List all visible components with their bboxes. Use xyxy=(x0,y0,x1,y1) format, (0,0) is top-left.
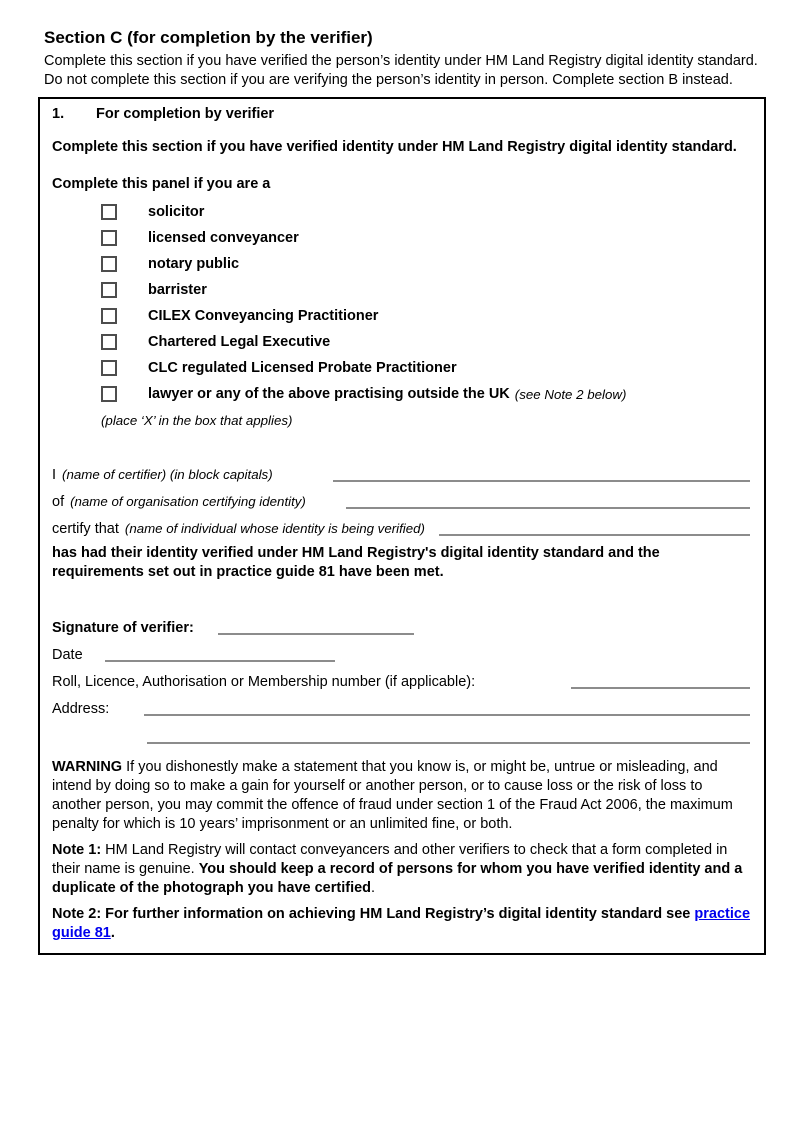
address-field-line1[interactable] xyxy=(144,699,750,716)
role-row-notary-public xyxy=(101,256,750,272)
address-field-line2[interactable] xyxy=(147,742,750,744)
certify-prefix: certify that xyxy=(52,521,119,537)
roles-prompt: Complete this panel if you are a xyxy=(52,176,271,192)
address-row xyxy=(52,699,750,719)
note-2-paragraph xyxy=(52,905,750,943)
role-label: CILEX Conveyancing Practitioner xyxy=(148,308,379,324)
note-2-period: . xyxy=(110,925,115,941)
role-label: lawyer or any of the above practising outside the UK xyxy=(148,386,510,402)
note-1-text: HM Land Registry will contact conveyancers and other verifiers to check that a form completed in their name is genuine. xyxy=(52,842,728,877)
role-label-note: (see Note 2 below) xyxy=(514,386,627,402)
checkbox-notary-public[interactable] xyxy=(101,256,117,272)
date-label: Date xyxy=(52,647,83,663)
certify-hint: (name of individual whose identity is being verified) xyxy=(124,521,425,536)
panel-number: 1. xyxy=(52,106,65,122)
signature-field[interactable] xyxy=(218,618,414,635)
section-intro xyxy=(44,52,766,90)
verifier-panel xyxy=(38,97,766,955)
signature-row xyxy=(52,618,750,638)
role-label: notary public xyxy=(148,256,240,272)
role-label: CLC regulated Licensed Probate Practitioner xyxy=(148,360,457,376)
role-row-lawyer-outside-uk xyxy=(101,386,750,402)
signature-label: Signature of verifier: xyxy=(52,620,194,636)
organisation-prefix: of xyxy=(52,494,65,510)
certification-statement: has had their identity verified under HM Land Registry's digital identity standard and the requirements set out in practice guide 81 have been met. xyxy=(52,545,660,580)
checkbox-chartered-legal-executive[interactable] xyxy=(101,334,117,350)
role-row-licensed-conveyancer xyxy=(101,230,750,246)
checkbox-lawyer-outside-uk[interactable] xyxy=(101,386,117,402)
panel-heading xyxy=(52,105,750,124)
certifier-hint: (name of certifier) (in block capitals) xyxy=(62,467,273,482)
warning-text: If you dishonestly make a statement that you know is, or might be, untrue or misleading, and intend by doing so to make a gain for yourself or another person, or to cause loss or the risk of loss to another person, you may commit the offence of fraud under section 1 of the Fraud Act 2006, the maximum penalty for which is 10 years’ imprisonment or an unlimited fine, or both. xyxy=(52,759,733,832)
address-label: Address: xyxy=(52,701,110,717)
note-1-paragraph xyxy=(52,841,750,898)
intro-paragraph-2: Do not complete this section if you are verifying the person’s identity in person. Complete section B instead. xyxy=(44,72,733,88)
checkbox-licensed-conveyancer[interactable] xyxy=(101,230,117,246)
note-1-label: Note 1: xyxy=(52,842,102,858)
certifier-name-row xyxy=(52,465,750,485)
role-row-chartered-legal-executive xyxy=(101,334,750,350)
section-header xyxy=(44,26,766,90)
panel-instruction: Complete this section if you have verified identity under HM Land Registry digital identity standard. xyxy=(52,139,737,155)
section-heading: Section C (for completion by the verifier) xyxy=(44,28,373,47)
checkbox-solicitor[interactable] xyxy=(101,204,117,220)
membership-number-label: Roll, Licence, Authorisation or Membership number (if applicable): xyxy=(52,674,476,690)
role-row-clc-probate-practitioner xyxy=(101,360,750,376)
place-x-instruction: (place ‘X’ in the box that applies) xyxy=(101,413,293,428)
individual-name-field[interactable] xyxy=(439,519,750,536)
date-row xyxy=(52,645,750,665)
role-label: barrister xyxy=(148,282,207,298)
warning-paragraph xyxy=(52,758,750,834)
certifier-name-field[interactable] xyxy=(333,465,750,482)
checkbox-cilex-practitioner[interactable] xyxy=(101,308,117,324)
organisation-name-field[interactable] xyxy=(346,492,750,509)
practice-guide-81-link[interactable]: practice guide 81 xyxy=(52,906,751,941)
date-field[interactable] xyxy=(105,645,335,662)
note-1-period: . xyxy=(371,880,376,896)
role-label: licensed conveyancer xyxy=(148,230,299,246)
checkbox-clc-probate-practitioner[interactable] xyxy=(101,360,117,376)
organisation-row xyxy=(52,492,750,512)
note-2-text: Note 2: For further information on achieving HM Land Registry’s digital identity standard see xyxy=(52,906,695,922)
role-label: solicitor xyxy=(148,204,205,220)
panel-title: For completion by verifier xyxy=(96,106,275,122)
intro-paragraph-1: Complete this section if you have verified the person’s identity under HM Land Registry digital identity standard. xyxy=(44,53,758,69)
note-1-bold-text: You should keep a record of persons for whom you have verified identity and a duplicate of the photograph you have certified xyxy=(52,861,743,896)
membership-number-field[interactable] xyxy=(571,672,750,689)
certifier-prefix: I xyxy=(52,467,57,483)
organisation-hint: (name of organisation certifying identity) xyxy=(70,494,306,509)
membership-number-row xyxy=(52,672,750,692)
role-row-barrister xyxy=(101,282,750,298)
address-row-2 xyxy=(52,742,750,747)
role-row-cilex-practitioner xyxy=(101,308,750,324)
checkbox-barrister[interactable] xyxy=(101,282,117,298)
role-label: Chartered Legal Executive xyxy=(148,334,331,350)
certify-that-row xyxy=(52,519,750,539)
warning-label: WARNING xyxy=(52,759,123,775)
role-row-solicitor xyxy=(101,204,750,220)
